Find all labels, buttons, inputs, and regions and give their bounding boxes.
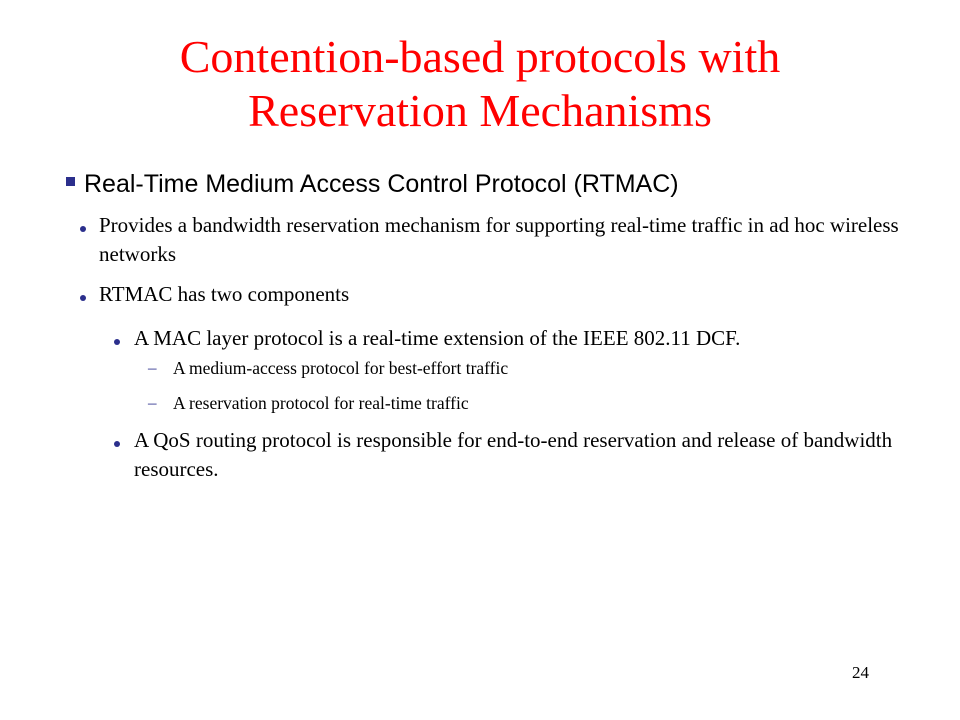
bullet-mac-layer-protocol: A MAC layer protocol is a real-time extension of the IEEE 802.11 DCF. bbox=[134, 326, 741, 350]
dot-bullet-icon bbox=[114, 441, 120, 447]
square-bullet-icon bbox=[66, 177, 75, 186]
title-line-2: Reservation Mechanisms bbox=[248, 85, 712, 136]
title-line-1: Contention-based protocols with bbox=[179, 31, 781, 82]
bullet-two-components: RTMAC has two components bbox=[99, 282, 350, 306]
dash-bullet-icon: – bbox=[148, 358, 157, 377]
bullet-bandwidth-reservation: Provides a bandwidth reservation mechanism for supporting real-time traffic in ad hoc wireless networks bbox=[99, 213, 899, 266]
page-number: 24 bbox=[852, 663, 869, 682]
sub-real-time: A reservation protocol for real-time traffic bbox=[173, 393, 469, 413]
slide-title bbox=[60, 30, 900, 138]
dot-bullet-icon bbox=[80, 226, 86, 232]
dot-bullet-icon bbox=[80, 295, 86, 301]
sub-best-effort: A medium-access protocol for best-effort traffic bbox=[173, 358, 509, 378]
dash-bullet-icon: – bbox=[148, 393, 157, 412]
bullet-qos-routing: A QoS routing protocol is responsible for end-to-end reservation and release of bandwidth resources. bbox=[134, 428, 893, 481]
level1-text: Real-Time Medium Access Control Protocol (RTMAC) bbox=[84, 170, 679, 198]
dot-bullet-icon bbox=[114, 339, 120, 345]
